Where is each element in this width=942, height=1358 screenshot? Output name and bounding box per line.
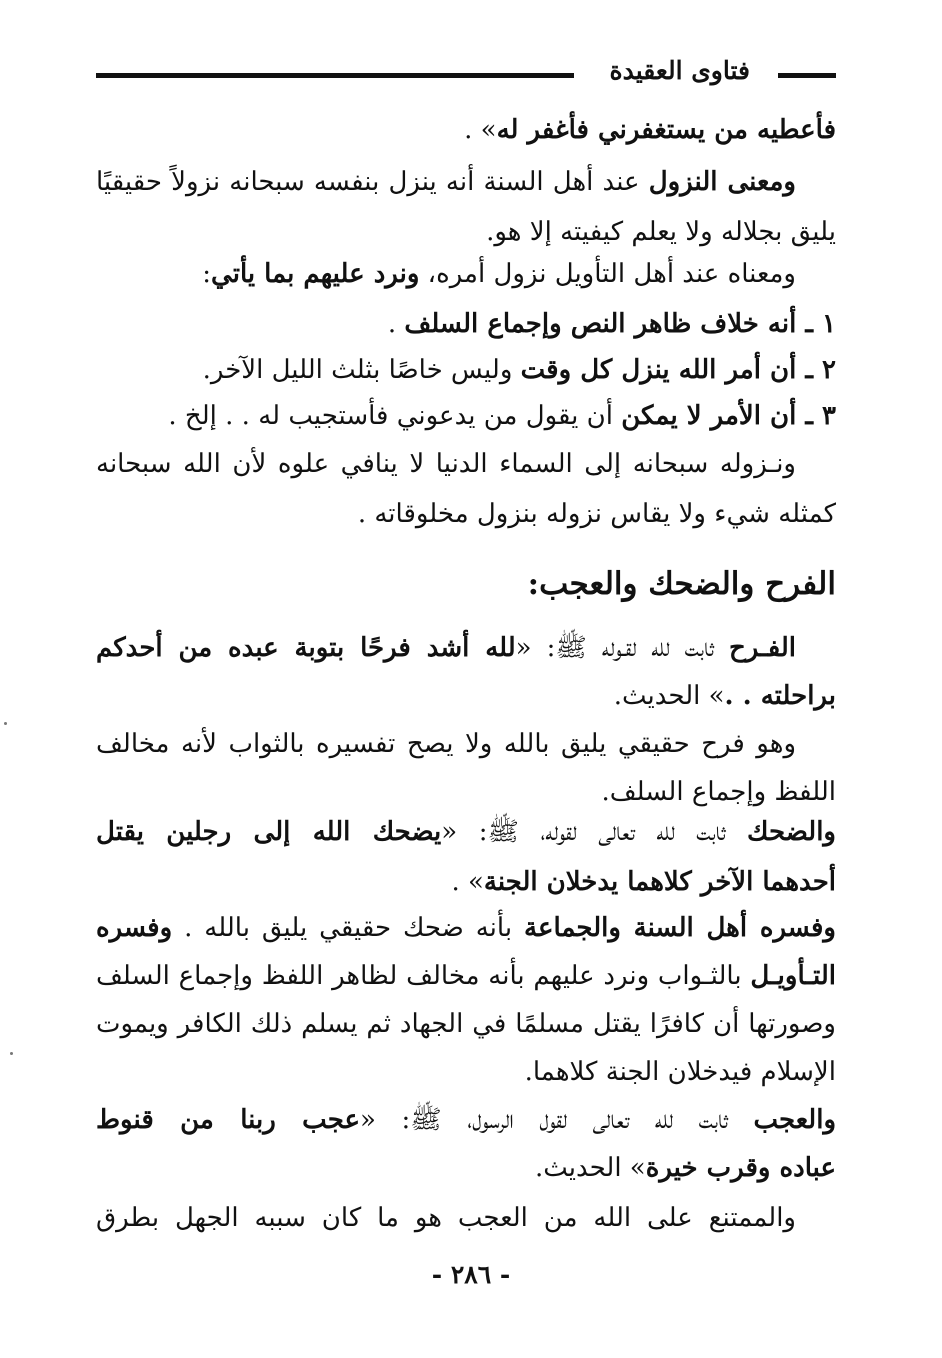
running-header — [96, 52, 836, 96]
text-line — [96, 998, 836, 1050]
text-run: . — [387, 309, 405, 339]
bold-text: والعجب — [753, 1105, 836, 1135]
text-run: ثابت لله تعالى لقول الرسول، ﷺ: « — [360, 1105, 754, 1135]
text-run: » . — [464, 115, 497, 145]
text-line — [96, 950, 836, 1002]
text-run: » الحديث. — [534, 1153, 646, 1183]
bold-text: لله أشد فرحًا بتوبة عبده من أحدكم — [96, 633, 516, 663]
text-run: بالثـواب ونرد عليهم بأنه مخالف لظاهر اللفظ وإجماع السلف — [96, 961, 751, 991]
text-run: » الحديث. — [613, 681, 725, 711]
text-run: ومعناه عند أهل التأويل نزول أمره، — [419, 259, 796, 289]
text-run: بأنه ضحك حقيقي يليق بالله . — [172, 913, 525, 943]
text-line — [525, 1046, 836, 1098]
text-line — [535, 1142, 836, 1194]
text-line — [168, 390, 836, 442]
bold-text: ٣ ـ أن الأمر لا يمكن — [621, 401, 836, 431]
text-run: أن يقول من يدعوني فأستجيب له . . إلخ . — [168, 401, 622, 431]
text-line — [96, 1094, 836, 1146]
bold-text: الفرح والضحك والعجب: — [527, 566, 836, 602]
text-run: وصورتها أن كافرًا يقتل مسلمًا في الجهاد ثم يسلم ذلك الكافر ويموت — [96, 1009, 836, 1039]
text-line — [203, 344, 836, 396]
text-line — [96, 438, 796, 490]
bold-text: فأعطيه من يستغفرني فأغفر له — [496, 115, 836, 145]
text-run: ونـزوله سبحانه إلى السماء الدنيا لا ينافي علوه لأن الله سبحانه — [96, 449, 796, 479]
bold-text: براحلته . . — [724, 681, 836, 711]
header-rule-long — [96, 73, 574, 78]
text-line — [96, 902, 836, 954]
text-line — [451, 856, 836, 908]
bold-text: الفـرح — [728, 633, 796, 663]
text-run: الإسلام فيدخلان الجنة كلاهما. — [524, 1057, 836, 1087]
text-line — [96, 718, 796, 770]
bold-text: عباده وقرب خيرة — [645, 1153, 836, 1183]
bold-text: وفسره أهل السنة والجماعة — [524, 913, 836, 943]
text-run: ثابت لله تعالى لقوله، ﷺ: « — [441, 817, 748, 847]
text-run: ثابت لله لقـوله ﷺ: « — [515, 633, 729, 663]
text-run: » . — [451, 867, 484, 897]
bold-text: ونرد عليهم بما يأتي — [211, 259, 420, 289]
text-line — [96, 156, 796, 208]
text-run: عند أهل السنة أنه ينزل بنفسه سبحانه نزولاً حقيقيًا — [96, 167, 649, 197]
text-run: اللفظ وإجماع السلف. — [601, 777, 836, 807]
scan-speck — [4, 722, 7, 725]
page-number: - ٢٨٦ - — [431, 1260, 511, 1289]
bold-text: أحدهما الآخر كلاهما يدخلان الجنة — [483, 867, 836, 897]
text-line — [528, 558, 836, 610]
text-line — [96, 622, 796, 674]
text-line — [614, 670, 836, 722]
bold-text: وفسره — [96, 913, 173, 943]
text-line — [464, 104, 836, 156]
bold-text: والضحك — [747, 817, 836, 847]
bold-text: عجب ربنا من قنوط — [96, 1105, 361, 1135]
scan-speck — [10, 1052, 13, 1055]
text-run: وليس خاصًا بثلث الليل الآخر. — [202, 355, 521, 385]
text-run: يليق بجلاله ولا يعلم كيفيته إلا هو. — [486, 217, 836, 247]
bold-text: ومعنى النزول — [648, 167, 796, 197]
text-run: كمثله شيء ولا يقاس نزوله بنزول مخلوقاته . — [357, 499, 836, 529]
bold-text: ١ ـ أنه خلاف ظاهر النص وإجماع السلف — [404, 309, 836, 339]
text-run: : — [202, 259, 212, 289]
bold-text: التـأويـل — [750, 961, 836, 991]
text-line — [96, 1192, 796, 1244]
header-title: فتاوى العقيدة — [609, 56, 750, 85]
bold-text: يضحك الله إلى رجلين يقتل — [96, 817, 442, 847]
text-run: وهو فرح حقيقي يليق بالله ولا يصح تفسيره بالثواب لأنه مخالف — [96, 729, 796, 759]
bold-text: ٢ ـ أن أمر الله ينزل كل وقت — [520, 355, 836, 385]
text-run: والممتنع على الله من العجب هو ما كان سببه الجهل بطرق — [96, 1203, 796, 1233]
text-line — [388, 298, 836, 350]
text-line — [358, 488, 836, 540]
text-line — [202, 248, 796, 300]
header-rule-short — [778, 73, 836, 78]
text-line — [96, 806, 836, 858]
